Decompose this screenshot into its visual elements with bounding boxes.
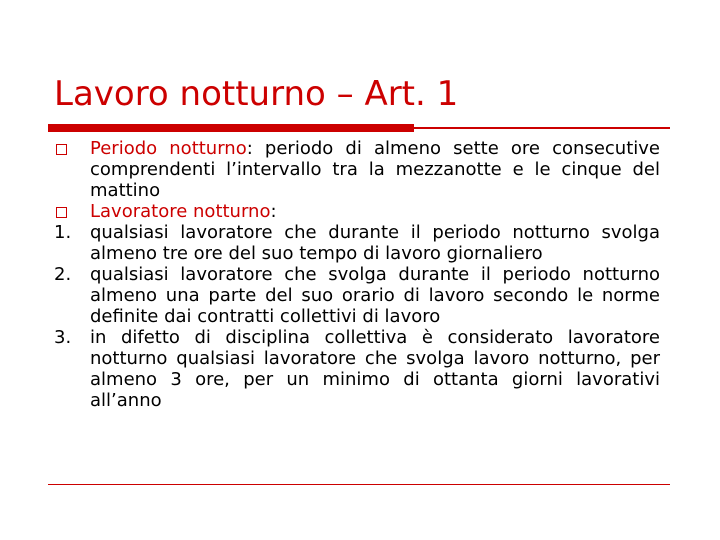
numbered-item-text: qualsiasi lavoratore che svolga durante il periodo notturno almeno una parte del suo orario di lavoro secondo le norme definite dai contratti collettivi di lavoro [90, 264, 660, 327]
numbered-item-1 [54, 222, 660, 264]
list-item-periodo-notturno [54, 138, 660, 201]
slide-content-list [54, 138, 660, 411]
number-marker: 2. [54, 264, 72, 285]
term-separator: : [270, 201, 277, 222]
list-item-lavoratore-notturno [54, 201, 660, 222]
title-underline-thick [48, 124, 414, 132]
numbered-item-text: in difetto di disciplina collettiva è considerato lavoratore notturno qualsiasi lavoratore che svolga lavoro notturno, per almeno 3 ore, per un minimo di ottanta giorni lavorativi all’anno [90, 327, 660, 411]
numbered-item-3 [54, 327, 660, 411]
term-periodo-notturno: Periodo notturno [90, 138, 247, 159]
definition-text: periodo di almeno sette ore consecutive comprendenti l’intervallo tra la mezzanotte e le cinque del mattino [90, 138, 660, 201]
term-lavoratore-notturno: Lavoratore notturno [90, 201, 271, 222]
slide-title: Lavoro notturno – Art. 1 [54, 74, 459, 114]
hollow-square-bullet-icon [56, 207, 67, 218]
number-marker: 3. [54, 327, 72, 348]
number-marker: 1. [54, 222, 72, 243]
term-separator: : [246, 138, 265, 159]
numbered-item-2 [54, 264, 660, 327]
numbered-item-text: qualsiasi lavoratore che durante il periodo notturno svolga almeno tre ore del suo tempo di lavoro giornaliero [90, 222, 660, 264]
hollow-square-bullet-icon [56, 144, 67, 155]
footer-divider [48, 484, 670, 485]
